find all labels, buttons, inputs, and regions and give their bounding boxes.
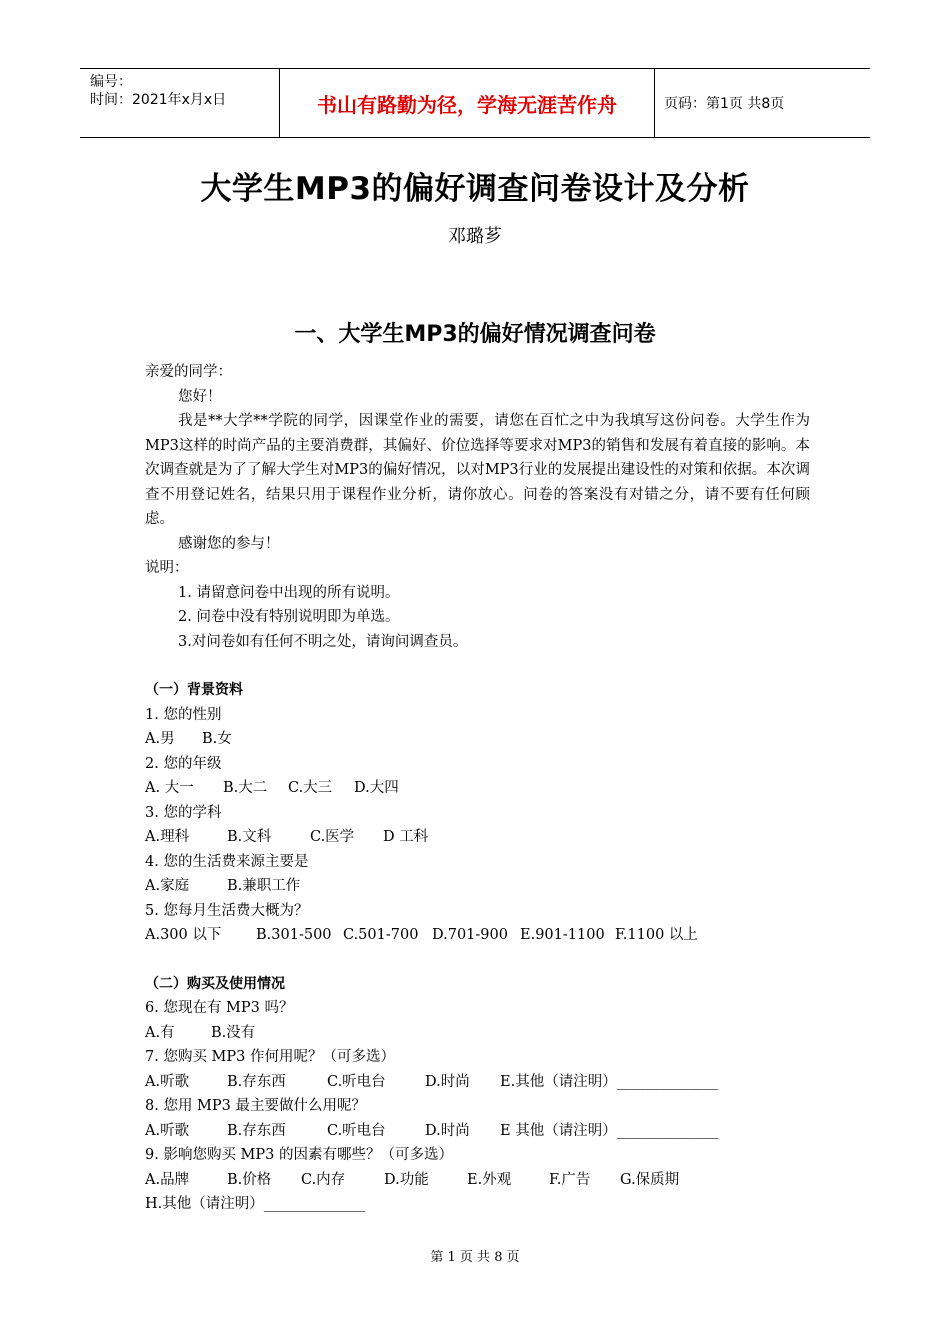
question-3: 3. 您的学科 bbox=[145, 804, 222, 821]
page-footer: 第 1 页 共 8 页 bbox=[430, 1250, 520, 1265]
option: C.听电台 bbox=[327, 1073, 386, 1090]
option: B.文科 bbox=[227, 829, 272, 845]
option: A.家庭 bbox=[145, 878, 190, 894]
greeting: 亲爱的同学： bbox=[145, 364, 232, 380]
options-1 bbox=[145, 727, 810, 752]
options-2 bbox=[145, 776, 810, 801]
option: B.兼职工作 bbox=[227, 878, 301, 894]
option: C.内存 bbox=[301, 1171, 346, 1188]
option: A.男 bbox=[145, 731, 175, 747]
header-motto: 书山有路勤为径，学海无涯苦作舟 bbox=[280, 69, 655, 137]
option: E.其他（请注明）______________ bbox=[500, 1073, 719, 1090]
option: B.存东西 bbox=[227, 1073, 286, 1090]
options-3 bbox=[145, 825, 810, 850]
note-item: 3.对问卷如有任何不明之处，请询问调查员。 bbox=[178, 633, 468, 650]
option: D.时尚 bbox=[425, 1073, 470, 1090]
date-label: 时间：2021年x月x日 bbox=[90, 92, 227, 108]
option: F.广告 bbox=[549, 1171, 591, 1188]
option: E.901-1100 bbox=[520, 927, 605, 943]
option: D.大四 bbox=[354, 780, 399, 796]
section-title: 一、大学生MP3的偏好情况调查问卷 bbox=[294, 322, 656, 347]
question-8: 8. 您用 MP3 最主要做什么用呢？ bbox=[145, 1098, 366, 1114]
option: B.女 bbox=[202, 731, 232, 747]
option: A.300 以下 bbox=[145, 927, 222, 943]
option: C.医学 bbox=[310, 829, 355, 845]
header-page-info: 页码：第1页 共8页 bbox=[664, 96, 785, 112]
option: G.保质期 bbox=[620, 1171, 680, 1188]
options-7 bbox=[145, 1070, 810, 1095]
option: A.有 bbox=[145, 1024, 175, 1041]
option: B.301-500 bbox=[256, 927, 332, 943]
option: D 工科 bbox=[383, 829, 429, 845]
option: B.大二 bbox=[223, 780, 268, 796]
question-5: 5. 您每月生活费大概为？ bbox=[145, 902, 309, 919]
options-8 bbox=[145, 1119, 810, 1144]
options-9 bbox=[145, 1168, 810, 1193]
question-2: 2. 您的年级 bbox=[145, 755, 222, 772]
hello: 您好！ bbox=[178, 388, 222, 405]
option: D.时尚 bbox=[425, 1122, 470, 1139]
option: B.价格 bbox=[227, 1171, 272, 1188]
option: B.存东西 bbox=[227, 1122, 286, 1139]
part1-heading: （一）背景资料 bbox=[145, 682, 243, 698]
option: C.大三 bbox=[288, 780, 333, 796]
option: B.没有 bbox=[211, 1024, 256, 1041]
thanks: 感谢您的参与！ bbox=[178, 535, 280, 552]
options-6 bbox=[145, 1021, 810, 1046]
option: D.功能 bbox=[384, 1171, 429, 1188]
option: A.听歌 bbox=[145, 1073, 190, 1090]
option: E 其他（请注明）______________ bbox=[500, 1122, 719, 1139]
document-header bbox=[80, 68, 870, 138]
option: A.品牌 bbox=[145, 1171, 190, 1188]
options-4 bbox=[145, 874, 810, 899]
header-meta bbox=[80, 69, 280, 137]
question-7: 7. 您购买 MP3 作何用呢？（可多选） bbox=[145, 1049, 395, 1065]
document-author: 邓璐芗 bbox=[448, 226, 502, 247]
option: C.501-700 bbox=[343, 927, 419, 943]
note-item: 2. 问卷中没有特别说明即为单选。 bbox=[178, 609, 400, 625]
option: D.701-900 bbox=[432, 927, 508, 943]
note-item: 1. 请留意问卷中出现的所有说明。 bbox=[178, 584, 400, 601]
question-4: 4. 您的生活费来源主要是 bbox=[145, 853, 309, 870]
option: A. 大一 bbox=[145, 780, 194, 796]
question-6: 6. 您现在有 MP3 吗？ bbox=[145, 1000, 294, 1016]
option: F.1100 以上 bbox=[615, 927, 698, 943]
document-title: 大学生MP3的偏好调查问卷设计及分析 bbox=[200, 171, 750, 207]
question-9-other: H.其他（请注明）______________ bbox=[145, 1196, 366, 1212]
option: A.理科 bbox=[145, 829, 190, 845]
question-9: 9. 影响您购买 MP3 的因素有哪些？（可多选） bbox=[145, 1147, 453, 1163]
option: E.外观 bbox=[467, 1171, 512, 1188]
notes-label: 说明： bbox=[145, 560, 189, 576]
document-body bbox=[145, 360, 810, 1217]
intro-paragraph: 我是**大学**学院的同学，因课堂作业的需要，请您在百忙之中为我填写这份问卷。大学生作为MP3这样的时尚产品的主要消费群，其偏好、价位选择等要求对MP3的销售和发展有着直接的影响。本次调查就是为了了解大学生对MP3的偏好情况，以对MP3行业的发展提出建设性的对策和依据。本次调查不用登记姓名，结果只用于课程作业分析，请你放心。问卷的答案没有对错之分，请不要有任何顾虑。 bbox=[145, 413, 810, 527]
option: C.听电台 bbox=[327, 1122, 386, 1139]
number-label: 编号： bbox=[90, 74, 132, 90]
option: A.听歌 bbox=[145, 1122, 190, 1139]
options-5 bbox=[145, 923, 810, 948]
part2-heading: （二）购买及使用情况 bbox=[145, 975, 285, 992]
question-1: 1. 您的性别 bbox=[145, 706, 222, 723]
